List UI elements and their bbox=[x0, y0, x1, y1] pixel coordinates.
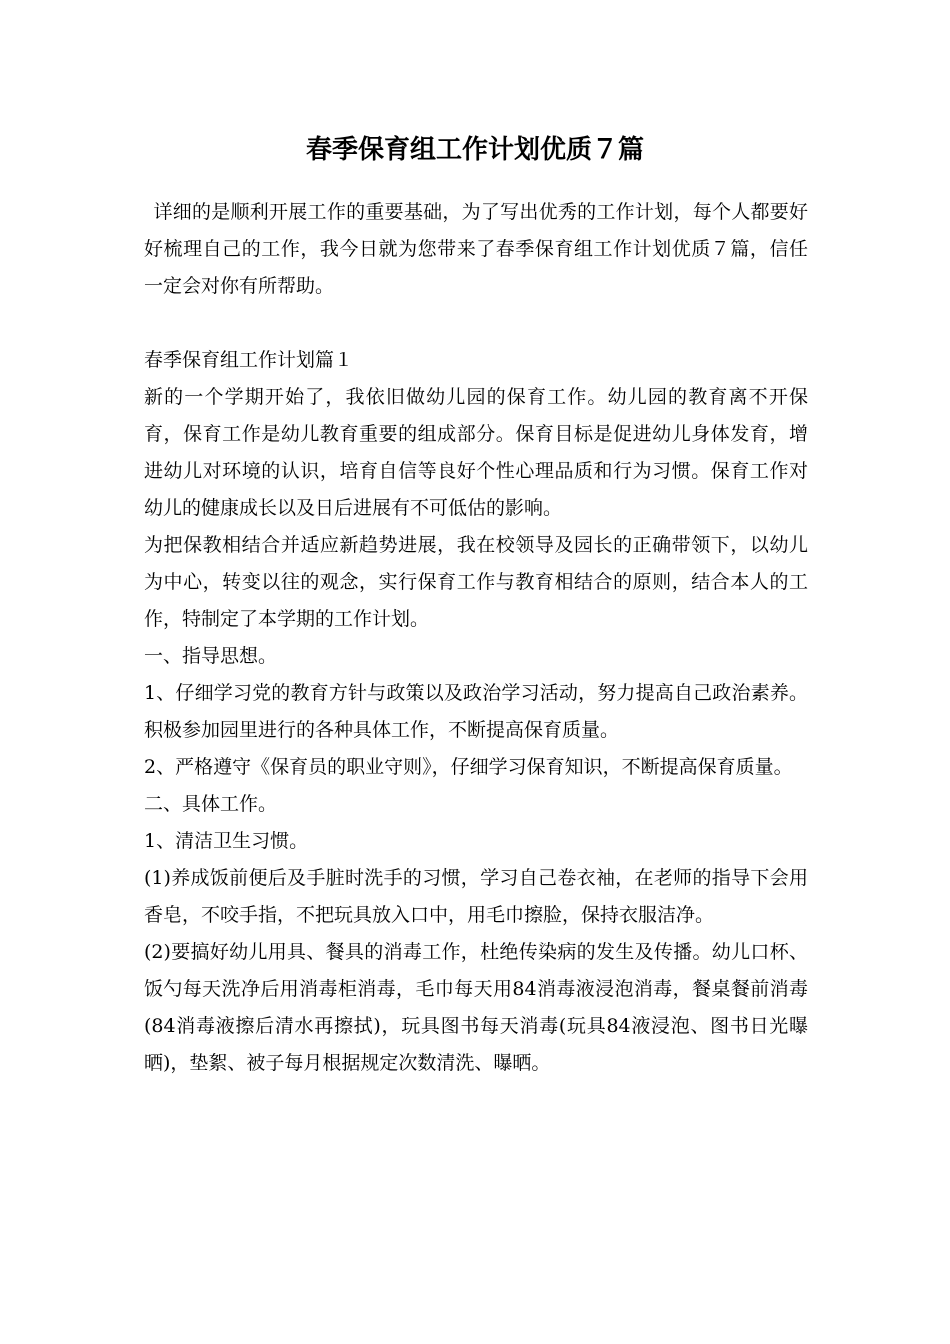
document-title: 春季保育组工作计划优质７篇 bbox=[305, 135, 644, 165]
list-item: (1)养成饭前便后及手脏时洗手的习惯，学习自己卷衣袖，在老师的指导下会用香皂，不咬手指，不把玩具放入口中，用毛巾擦脸，保持衣服洁净。 bbox=[144, 867, 808, 926]
paragraph: 新的一个学期开始了，我依旧做幼儿园的保育工作。幼儿园的教育离不开保育，保育工作是幼儿教育重要的组成部分。保育目标是促进幼儿身体发育，增进幼儿对环境的认识，培育自信等良好个性心理品质和行为习惯。保育工作对幼儿的健康成长以及日后进展有不可低估的影响。 bbox=[144, 386, 808, 519]
list-item: (2)要搞好幼儿用具、餐具的消毒工作，杜绝传染病的发生及传播。幼儿口杯、饭勺每天洗净后用消毒柜消毒，毛巾每天用84消毒液浸泡消毒，餐桌餐前消毒(84消毒液擦后清水再擦拭)，玩具图书每天消毒(玩具84液浸泡、图书日光曝晒)，垫絮、被子每月根据规定次数清洗、曝晒。 bbox=[144, 941, 808, 1074]
list-item: 1、清洁卫生习惯。 bbox=[144, 830, 309, 852]
section-heading: 一、指导思想。 bbox=[144, 645, 278, 667]
list-item: 2、严格遵守《保育员的职业守则》，仔细学习保育知识，不断提高保育质量。 bbox=[144, 756, 793, 778]
list-item: 1、仔细学习党的教育方针与政策以及政治学习活动，努力提高自己政治素养。积极参加园里进行的各种具体工作，不断提高保育质量。 bbox=[144, 682, 808, 741]
intro-paragraph: 详细的是顺利开展工作的重要基础，为了写出优秀的工作计划，每个人都要好好梳理自己的工作，我今日就为您带来了春季保育组工作计划优质７篇，信任一定会对你有所帮助。 bbox=[144, 201, 808, 297]
section-heading: 春季保育组工作计划篇１ bbox=[144, 349, 354, 371]
paragraph: 为把保教相结合并适应新趋势进展，我在校领导及园长的正确带领下，以幼儿为中心，转变以往的观念，实行保育工作与教育相结合的原则，结合本人的工作，特制定了本学期的工作计划。 bbox=[144, 534, 808, 630]
section-heading: 二、具体工作。 bbox=[144, 793, 278, 815]
intro-section bbox=[144, 194, 808, 305]
main-section bbox=[144, 342, 808, 1082]
